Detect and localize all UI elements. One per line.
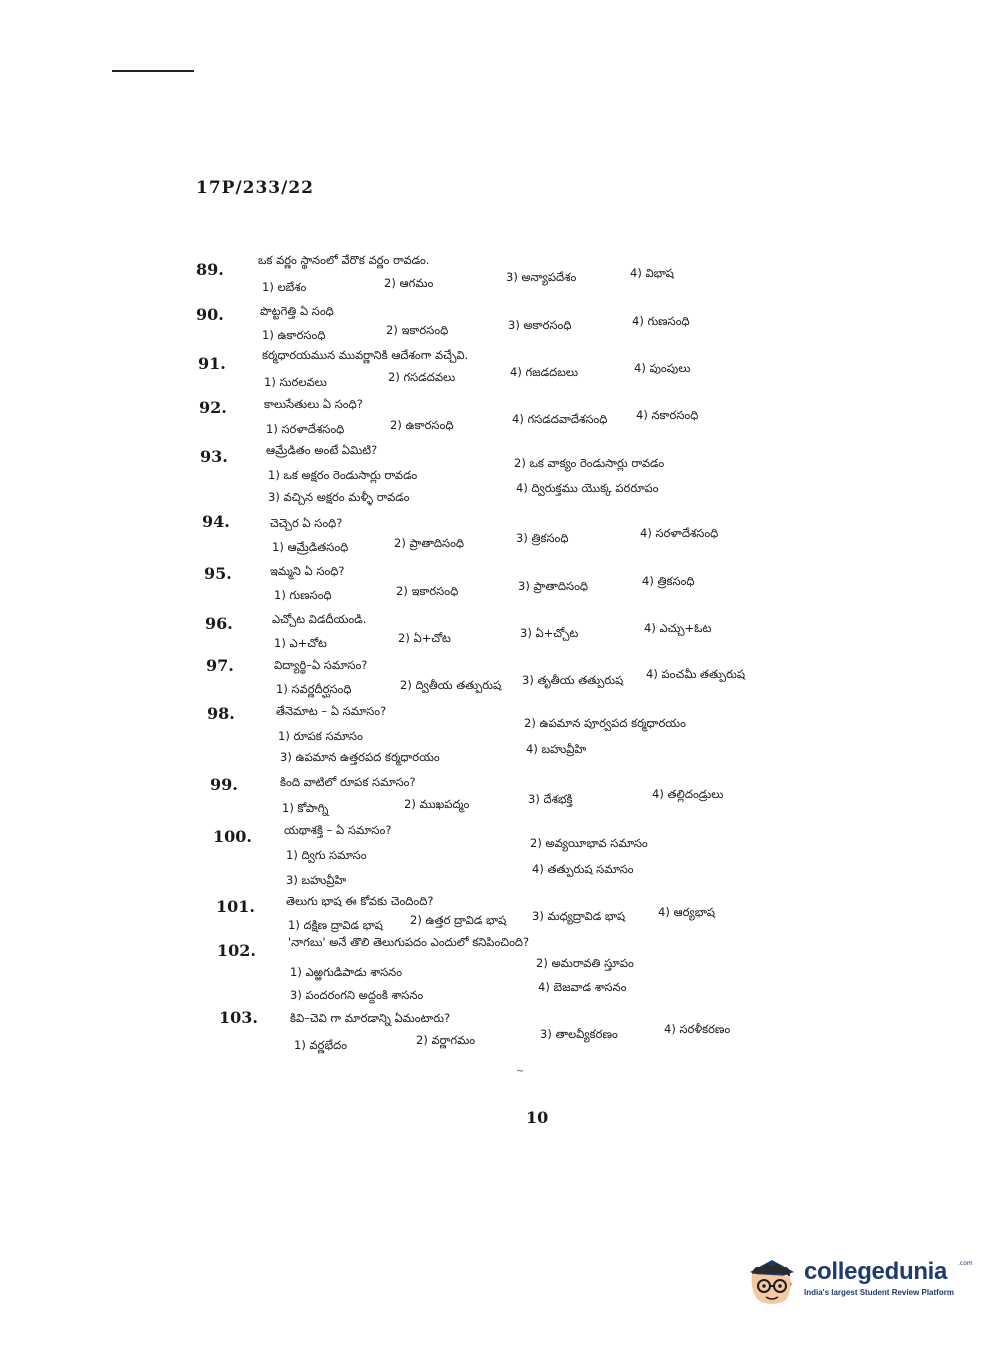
option-4: 4) త్రికసంధి [642,574,695,588]
question-stem: విద్యార్థి–ఏ సమాసం? [274,658,368,672]
option-2: 2) అమరావతి స్తూపం [536,956,634,970]
option-4: 4) సరళీకరణం [664,1022,731,1036]
question-number: 95. [204,564,232,583]
option-1: 1) సురలవలు [264,375,327,389]
option-4: 4) నకారసంధి [636,408,699,422]
question-stem: కాలుసేతులు ఏ సంధి? [264,397,363,411]
question-stem: ఎచ్చోట విడదీయండి. [272,612,367,626]
option-1: 1) ఒక అక్షరం రెండుసార్లు రావడం [268,468,418,482]
option-3: 3) బహువ్రీహి [286,873,347,887]
option-1: 1) ఎ+చోట [274,636,327,650]
option-4: 4) విభాష [630,266,674,280]
question-stem: కర్మధారయమున మువర్ణానికి ఆదేశంగా వచ్చేవి. [262,348,469,362]
paper-code: 17P/233/22 [196,178,315,198]
page-number: 10 [526,1108,549,1127]
question-stem: తెలుగు భాష ఈ కోవకు చెందింది? [286,894,434,908]
option-3: 3) అన్యాపదేశం [506,270,577,284]
option-2: 2) వర్ణాగమం [416,1033,476,1047]
option-4: 4) బహువ్రీహి [526,742,587,756]
option-4: 4) ద్విరుక్తము యొక్క పరరూపం [516,481,659,495]
brand-name: collegedunia [804,1258,948,1285]
option-3: 3) వచ్చిన అక్షరం మళ్ళీ రావడం [268,490,410,504]
option-3: 3) తృతీయ తత్పురుష [522,673,624,687]
question-number: 97. [206,656,234,675]
option-1: 1) దక్షిణ ద్రావిడ భాష [288,918,383,932]
question-stem: కివి–చెవి గా మారడాన్ని ఏమంటారు? [290,1011,451,1025]
option-1: 1) సవర్ణదీర్ఘసంధి [276,682,352,696]
option-4: 4) ఎచ్చు+ఓట [644,621,712,635]
option-2: 2) ఉపమాన పూర్వపద కర్మధారయం [524,716,686,730]
question-number: 92. [199,398,227,417]
option-1: 1) ఎఱ్ఱగుడిపాడు శాసనం [290,965,403,979]
option-4: 4) పుంపులు [634,361,691,375]
option-1: 1) గుణసంధి [274,588,332,602]
mascot-icon [742,1250,802,1310]
question-number: 90. [196,305,224,324]
option-1: 1) సరళాదేశసంధి [266,422,345,436]
question-number: 101. [216,897,255,916]
option-1: 1) ఉకారసంధి [262,328,326,342]
question-number: 102. [217,941,256,960]
option-1: 1) ఆమ్రేడితసంధి [272,540,349,554]
question-stem: తేనెమాట – ఏ సమాసం? [276,704,387,718]
question-stem: కింది వాటిలో రూపక సమాసం? [280,775,416,789]
option-3: 3) మధ్యద్రావిడ భాష [532,909,626,923]
question-number: 99. [210,775,238,794]
option-3: 4) గజడదబలు [510,365,578,379]
option-1: 1) ద్విగు సమాసం [286,848,367,862]
option-2: 2) ఇకారసంధి [386,323,449,337]
option-4: 4) గుణసంధి [632,314,690,328]
option-3: 3) ఏ+చ్చోట [520,626,579,640]
collegedunia-logo [742,1250,972,1310]
option-3: 4) గసడదవాదేశసంధి [512,412,608,426]
option-2: 2) ముఖపద్మం [404,797,470,811]
option-3: 3) దేశభక్తి [528,792,573,806]
stray-mark: ~ [516,1066,525,1077]
option-1: 1) లబేశం [262,280,307,294]
option-3: 3) త్రికసంధి [516,531,569,545]
question-stem: యథాశక్తి – ఏ సమాసం? [284,823,392,837]
question-number: 91. [198,354,226,373]
brand-suffix: .com [958,1260,973,1267]
option-2: 2) ఆగమం [384,276,434,290]
option-2: 2) ఒక వాక్యం రెండుసార్లు రావడం [514,456,665,470]
question-number: 89. [196,260,224,279]
option-1: 1) రూపక సమాసం [278,729,363,743]
brand-tagline: India's largest Student Review Platform [804,1288,954,1297]
option-4: 4) బెజవాడ శాసనం [538,980,627,994]
option-3: 3) ఉపమాన ఉత్తరపద కర్మధారయం [280,750,440,764]
question-number: 100. [213,827,252,846]
question-number: 96. [205,614,233,633]
option-3: 3) పందరంగని అద్దంకి శాసనం [290,988,424,1002]
top-rule [112,70,194,72]
option-2: 2) ఏ+చోట [398,631,451,645]
option-3: 3) ప్రాతాదిసంధి [518,579,589,593]
question-number: 103. [219,1008,258,1027]
question-stem: ఇమ్మని ఏ సంధి? [270,564,345,578]
option-3: 3) తాలవ్యీకరణం [540,1027,618,1041]
option-2: 2) ప్రాతాదిసంధి [394,536,465,550]
question-stem: ఒక వర్ణం స్థానంలో వేరొక వర్ణం రావడం. [258,253,430,267]
option-4: 4) తత్పురుష సమాసం [532,862,634,876]
option-2: 2) ద్వితీయ తత్పురుష [400,678,502,692]
option-2: 2) గసడదవలు [388,370,456,384]
question-number: 93. [200,447,228,466]
option-4: 4) సరళాదేశసంధి [640,526,719,540]
option-1: 1) కోపాగ్ని [282,801,329,815]
question-stem: ఆమ్రేడితం అంటే ఏమిటి? [266,443,378,457]
option-2: 2) అవ్యయీభావ సమాసం [530,836,648,850]
option-1: 1) వర్ణభేదం [294,1038,348,1052]
option-4: 4) పంచమీ తత్పురుష [646,667,746,681]
question-number: 94. [202,512,230,531]
option-4: 4) ఆర్యభాష [658,905,715,919]
question-stem: 'నాగబు' అనే తొలి తెలుగుపదం ఎందులో కనిపించింది? [288,935,530,949]
question-stem: చెచ్చెర ఏ సంధి? [270,516,343,530]
option-4: 4) తల్లిదండ్రులు [652,787,724,801]
option-2: 2) ఉకారసంధి [390,418,454,432]
question-stem: పొట్టగెత్తి ఏ సంధి [260,304,334,318]
option-3: 3) అకారసంధి [508,318,572,332]
question-number: 98. [207,704,235,723]
option-2: 2) ఉత్తర ద్రావిడ భాష [410,913,507,927]
option-2: 2) ఇకారసంధి [396,584,459,598]
